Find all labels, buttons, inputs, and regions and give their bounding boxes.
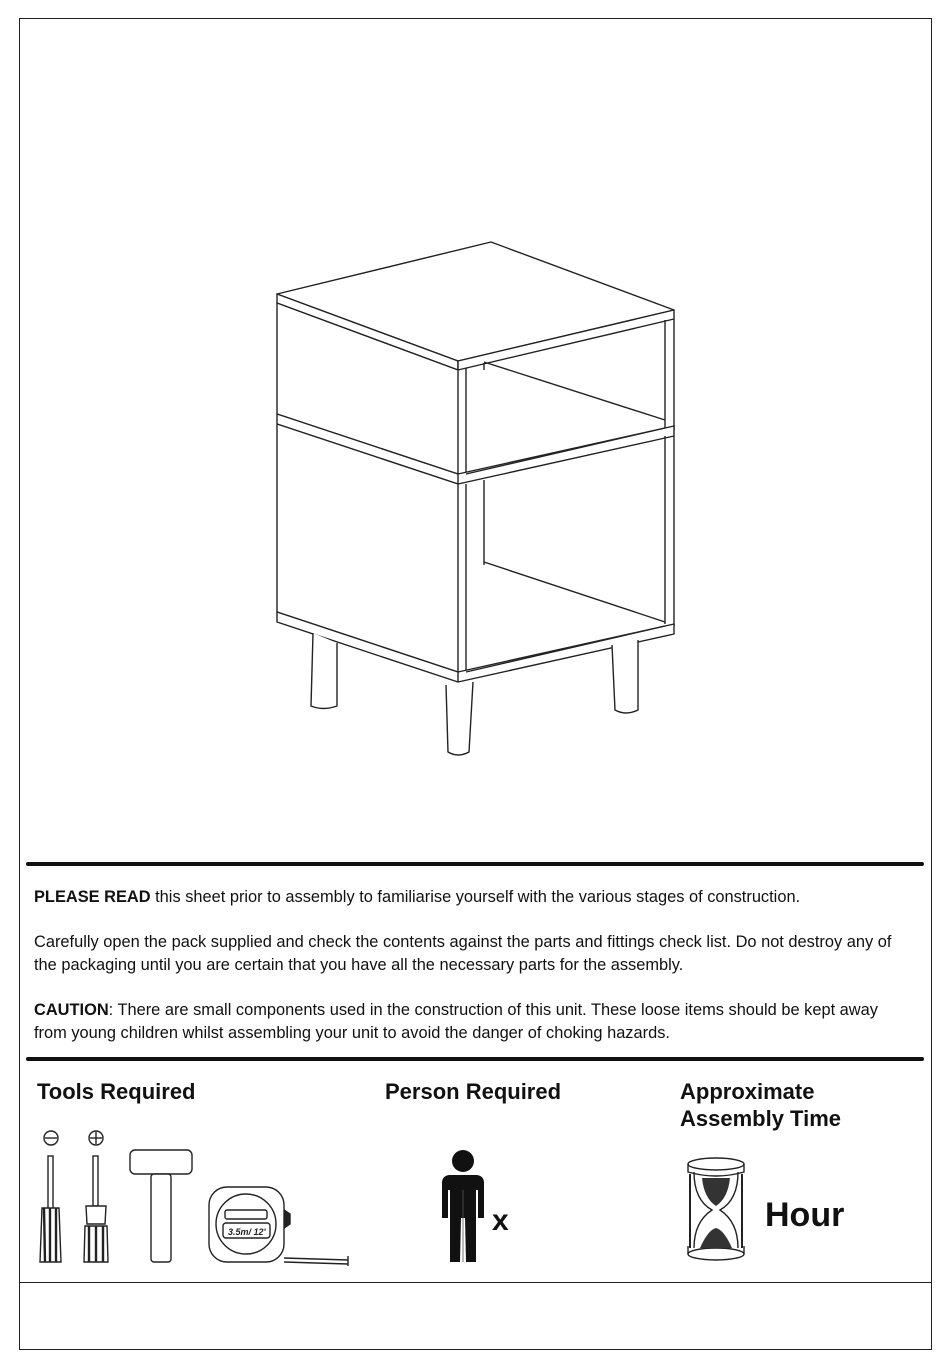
tape-measure-icon	[209, 1187, 348, 1266]
check-contents-paragraph: Carefully open the pack supplied and check the contents against the parts and fittings check list. Do not destroy any of the packaging until you are certain that you have all the necessary parts for the assembly.	[34, 933, 892, 974]
tools-required-heading: Tools Required	[37, 1079, 196, 1104]
person-count-multiplier: x	[492, 1204, 509, 1237]
caution-paragraph: CAUTION: There are small components used in the construction of this unit. These loose items should be kept away from young children whilst assembling your unit to avoid the danger of choking hazards.	[34, 1001, 878, 1042]
section-divider-top	[26, 862, 924, 866]
please-read-paragraph: PLEASE READ this sheet prior to assembly to familiarise yourself with the various stages of construction.	[34, 888, 801, 906]
assembly-time-heading: Approximate Assembly Time	[680, 1079, 842, 1131]
person-required-heading: Person Required	[385, 1079, 562, 1104]
flat-screwdriver-icon	[40, 1131, 61, 1262]
bedside-table-illustration	[260, 230, 700, 770]
tape-measure-label: 3.5m/ 12'	[228, 1227, 266, 1237]
section-divider-bottom	[26, 1057, 924, 1061]
assembly-time-unit: Hour	[765, 1196, 845, 1234]
hammer-icon	[130, 1150, 192, 1262]
person-icon	[430, 1140, 530, 1270]
tools-illustration	[30, 1125, 360, 1275]
footer-divider	[19, 1282, 932, 1283]
hourglass-icon	[680, 1150, 760, 1270]
phillips-screwdriver-icon	[84, 1131, 108, 1262]
